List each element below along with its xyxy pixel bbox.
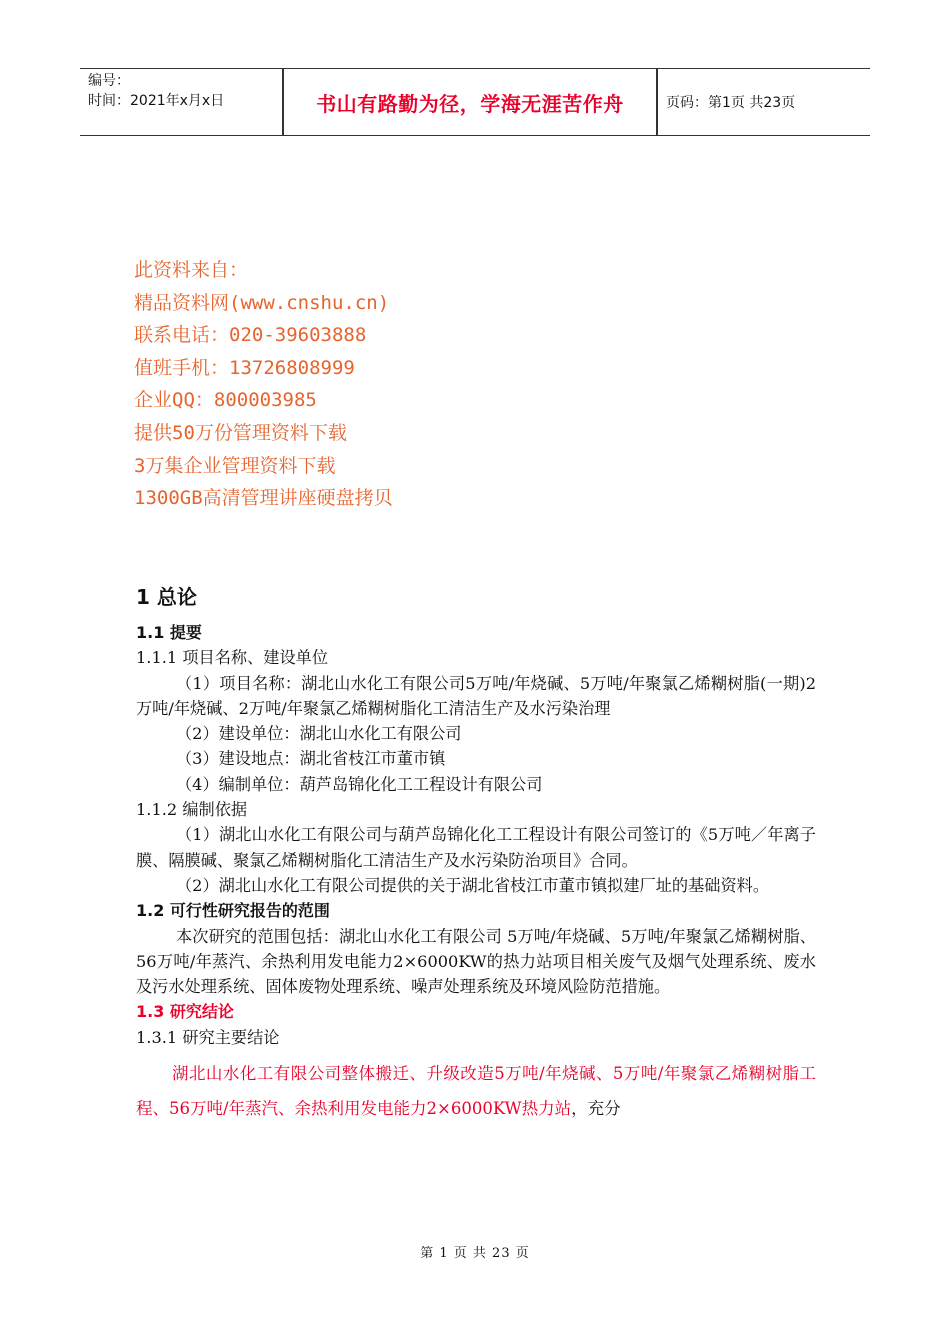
header-meta [88, 71, 280, 111]
promo-line: 精品资料网(www.cnshu.cn) [134, 291, 390, 314]
section-heading: 1.1 提要 [136, 623, 202, 642]
scope-paragraph: 本次研究的范围包括：湖北山水化工有限公司 5万吨/年烧碱、5万吨/年聚氯乙烯糊树脂、56万吨/年蒸汽、余热利用发电能力2×6000KW的热力站项目相关废气及烟气处理系统、废水及污水处理系统、固体废物处理系统、噪声处理系统及环境风险防范措施。 [136, 926, 816, 997]
promo-block [134, 254, 393, 515]
basis-item: （1）湖北山水化工有限公司与葫芦岛锦化化工工程设计有限公司签订的《5万吨／年离子膜、隔膜碱、聚氯乙烯糊树脂化工清洁生产及水污染防治项目》合同。 [136, 825, 816, 870]
header-page-label: 页码：第1页 共23页 [666, 95, 796, 111]
promo-line: 1300GB高清管理讲座硬盘拷贝 [134, 487, 393, 510]
promo-line: 提供50万份管理资料下载 [134, 421, 347, 444]
page-header [80, 68, 870, 136]
promo-line: 企业QQ：800003985 [134, 389, 317, 412]
promo-line: 3万集企业管理资料下载 [134, 454, 336, 477]
conclusion-paragraph [136, 1056, 816, 1126]
builder-item: （2）建设单位：湖北山水化工有限公司 [176, 724, 462, 744]
subsection-heading: 1.1.2 编制依据 [136, 800, 248, 820]
header-motto: 书山有路勤为径，学海无涯苦作舟 [316, 91, 624, 116]
header-divider [656, 69, 658, 135]
code-label: 编号： [88, 73, 130, 89]
chapter-title: 1 总论 [136, 585, 197, 609]
basis-item: （2）湖北山水化工有限公司提供的关于湖北省枝江市董市镇拟建厂址的基础资料。 [176, 875, 770, 895]
location-item: （3）建设地点：湖北省枝江市董市镇 [176, 749, 446, 769]
subsection-heading: 1.3.1 研究主要结论 [136, 1027, 280, 1047]
document-body [136, 582, 816, 1126]
promo-line: 此资料来自： [134, 259, 249, 281]
section-heading: 1.2 可行性研究报告的范围 [136, 901, 330, 921]
project-name-item: （1）项目名称：湖北山水化工有限公司5万吨/年烧碱、5万吨/年聚氯乙烯糊树脂(一期)2万吨/年烧碱、2万吨/年聚氯乙烯糊树脂化工清洁生产及水污染治理 [136, 673, 816, 718]
promo-line: 值班手机：13726808999 [134, 356, 355, 379]
promo-line: 联系电话：020-39603888 [134, 324, 367, 347]
time-label: 时间：2021年x月x日 [88, 93, 225, 109]
conclusion-red-text: 湖北山水化工有限公司整体搬迁、升级改造5万吨/年烧碱、5万吨/年聚氯乙烯糊树脂工程、56万吨/年蒸汽、余热利用发电能力2×6000KW热力站 [136, 1064, 816, 1119]
section-heading: 1.3 研究结论 [136, 1002, 234, 1022]
compiler-item: （4）编制单位：葫芦岛锦化化工工程设计有限公司 [176, 774, 543, 794]
conclusion-black-text: ，充分 [571, 1099, 621, 1119]
page-footer: 第 1 页 共 23 页 [420, 1246, 530, 1261]
subsection-heading: 1.1.1 项目名称、建设单位 [136, 648, 329, 668]
